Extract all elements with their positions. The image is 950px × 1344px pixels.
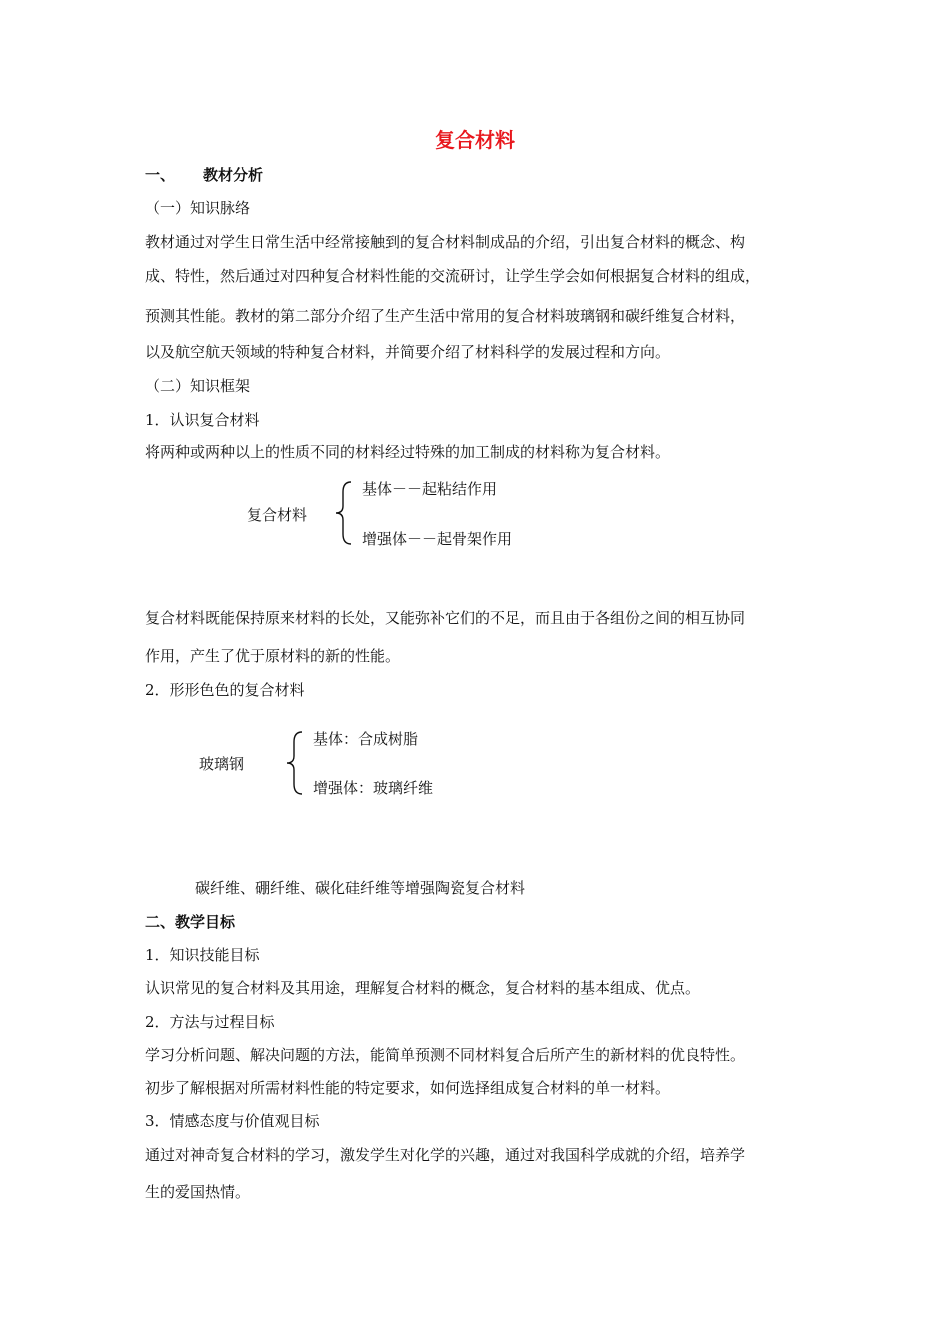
item-heading: 1．认识复合材料	[145, 411, 260, 429]
goal-heading: 1．知识技能目标	[145, 946, 260, 964]
brace-icon	[333, 478, 355, 548]
goal-text: 生的爱国热情。	[145, 1183, 251, 1201]
subheading-knowledge-context: （一）知识脉络	[145, 199, 251, 217]
page-title: 复合材料	[435, 128, 515, 152]
goal-heading: 2．方法与过程目标	[145, 1013, 275, 1031]
goal-text: 认识常见的复合材料及其用途，理解复合材料的概念，复合材料的基本组成、优点。	[145, 979, 701, 997]
paragraph-line: 教材通过对学生日常生活中经常接触到的复合材料制成品的介绍，引出复合材料的概念、构	[145, 233, 746, 251]
section1-number: 一、	[145, 166, 176, 184]
ceramic-composites-text: 碳纤维、硼纤维、碳化硅纤维等增强陶瓷复合材料	[195, 879, 526, 897]
item-heading: 2．形形色色的复合材料	[145, 681, 305, 699]
paragraph-line: 成、特性，然后通过对四种复合材料性能的交流研讨，让学生学会如何根据复合材料的组成，	[145, 267, 761, 285]
diagram1-label: 复合材料	[247, 506, 308, 524]
goal-text: 通过对神奇复合材料的学习，激发学生对化学的兴趣，通过对我国科学成就的介绍，培养学	[145, 1146, 746, 1164]
diagram1-matrix: 基体－－起粘结作用	[362, 480, 498, 498]
paragraph-line: 作用，产生了优于原材料的新的性能。	[145, 647, 401, 665]
diagram2-label: 玻璃钢	[199, 755, 245, 773]
goal-text: 学习分析问题、解决问题的方法，能简单预测不同材料复合后所产生的新材料的优良特性。	[145, 1046, 746, 1064]
goal-heading: 3．情感态度与价值观目标	[145, 1112, 320, 1130]
brace-icon	[284, 728, 306, 798]
paragraph-line: 复合材料既能保持原来材料的长处，又能弥补它们的不足，而且由于各组份之间的相互协同	[145, 609, 746, 627]
diagram2-reinforcement: 增强体：玻璃纤维	[313, 779, 434, 797]
section2-heading: 二、教学目标	[145, 913, 236, 931]
paragraph-line: 预测其性能。教材的第二部分介绍了生产生活中常用的复合材料玻璃钢和碳纤维复合材料，	[145, 307, 746, 325]
diagram1-reinforcement: 增强体－－起骨架作用	[362, 530, 513, 548]
subheading-knowledge-framework: （二）知识框架	[145, 377, 251, 395]
diagram2-matrix: 基体：合成树脂	[313, 730, 419, 748]
definition-text: 将两种或两种以上的性质不同的材料经过特殊的加工制成的材料称为复合材料。	[145, 443, 671, 461]
paragraph-line: 以及航空航天领域的特种复合材料，并简要介绍了材料科学的发展过程和方向。	[145, 343, 671, 361]
goal-text: 初步了解根据对所需材料性能的特定要求，如何选择组成复合材料的单一材料。	[145, 1079, 671, 1097]
section1-heading: 教材分析	[203, 166, 264, 184]
